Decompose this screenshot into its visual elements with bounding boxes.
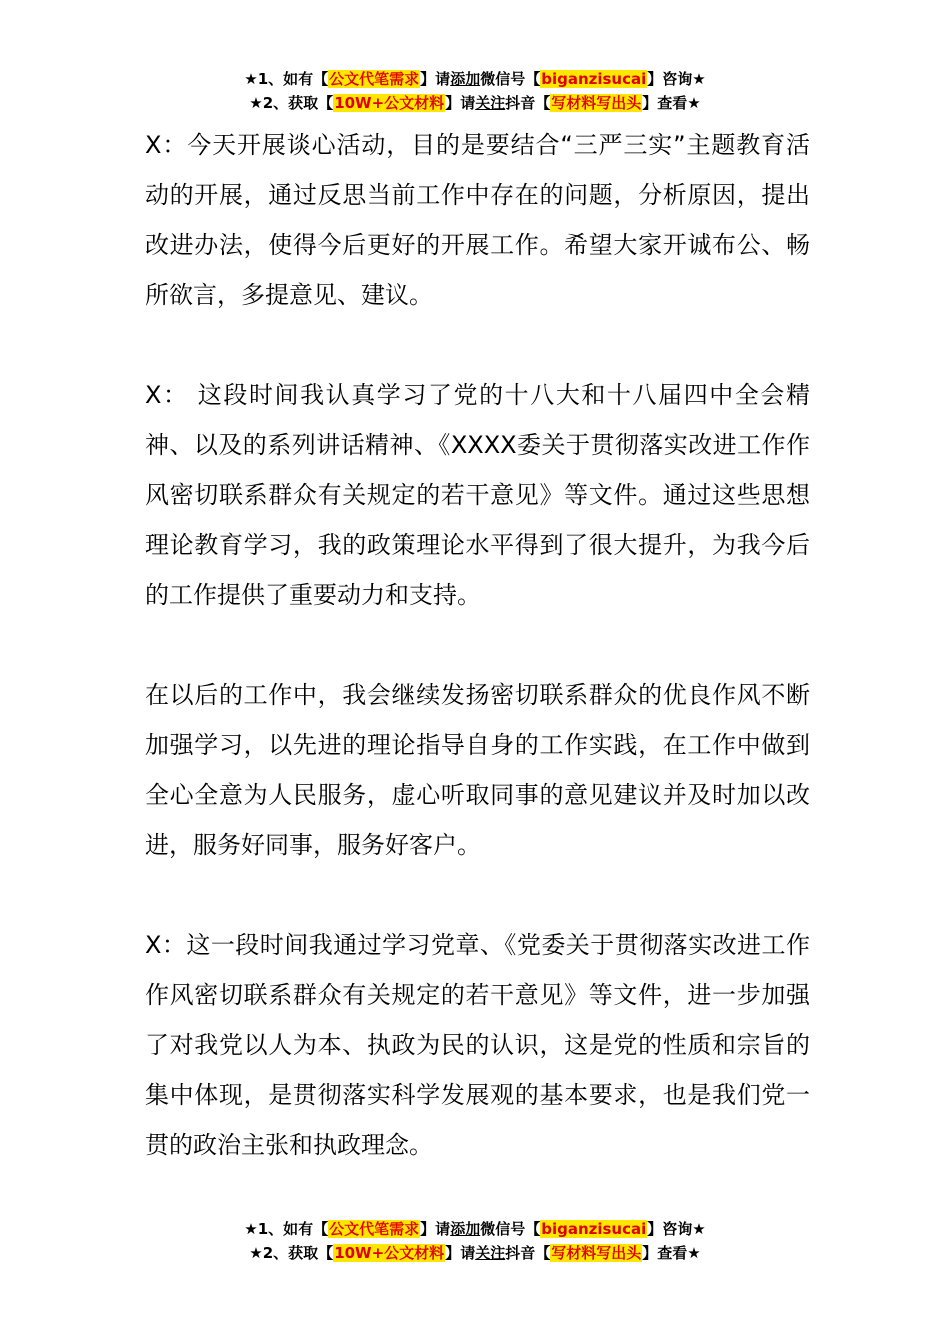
banner-highlight: 公文代笔需求 — [329, 1220, 420, 1238]
banner-text: 】咨询★ — [647, 1220, 706, 1238]
banner-text: 】查看★ — [642, 94, 701, 112]
banner-highlight: 写材料写出头 — [551, 94, 642, 112]
banner-underline: 关注 — [475, 1244, 506, 1262]
paragraph-2: X： 这段时间我认真学习了党的十八大和十八届四中全会精神、以及的系列讲话精神、《XXXX委关于贯彻落实改进工作作风密切联系群众有关规定的若干意见》等文件。通过这些思想理论教育学习，我的政策理论水平得到了很大提升，为我今后的工作提供了重要动力和支持。 — [145, 381, 810, 609]
paragraph-1: X：今天开展谈心活动，目的是要结合“三严三实”主题教育活动的开展，通过反思当前工作中存在的问题，分析原因，提出改进办法，使得今后更好的开展工作。希望大家开诚布公、畅所欲言，多提意见、建议。 — [145, 131, 810, 309]
banner-highlight: biganzisucai — [541, 1220, 647, 1238]
banner-text: 1、如有【 — [257, 1220, 329, 1238]
star-icon: ★ — [244, 1220, 258, 1238]
banner-highlight: 写材料写出头 — [551, 1244, 642, 1262]
banner-text: 】请 — [445, 94, 476, 112]
banner-underline: 关注 — [475, 94, 506, 112]
banner-highlight: 公文代笔需求 — [329, 70, 420, 88]
banner-line-1 — [0, 1217, 950, 1241]
paragraph-4: X：这一段时间我通过学习党章、《党委关于贯彻落实改进工作作风密切联系群众有关规定的若干意见》等文件，进一步加强了对我党以人为本、执政为民的认识，这是党的性质和宗旨的集中体现，是贯彻落实科学发展观的基本要求，也是我们党一贯的政治主张和执政理念。 — [145, 931, 810, 1159]
banner-line-1 — [0, 67, 950, 91]
banner-text: 微信号【 — [480, 1220, 541, 1238]
banner-text: 】请 — [445, 1244, 476, 1262]
banner-text: 1、如有【 — [257, 70, 329, 88]
banner-text: 2、获取【 — [262, 1244, 334, 1262]
banner-text: 2、获取【 — [262, 94, 334, 112]
star-icon: ★ — [249, 94, 263, 112]
banner-text: 】请 — [420, 1220, 451, 1238]
header-banner — [0, 67, 950, 115]
banner-highlight: 10W+公文材料 — [334, 94, 445, 112]
banner-text: 抖音【 — [505, 94, 551, 112]
banner-text: 】请 — [420, 70, 451, 88]
footer-banner — [0, 1217, 950, 1265]
document-body — [145, 120, 810, 1170]
paragraph-3: 在以后的工作中，我会继续发扬密切联系群众的优良作风不断加强学习，以先进的理论指导自身的工作实践，在工作中做到全心全意为人民服务，虚心听取同事的意见建议并及时加以改进，服务好同事，服务好客户。 — [145, 681, 810, 859]
banner-text: 微信号【 — [480, 70, 541, 88]
star-icon: ★ — [249, 1244, 263, 1262]
banner-highlight: 10W+公文材料 — [334, 1244, 445, 1262]
banner-line-2 — [0, 1241, 950, 1265]
banner-text: 】查看★ — [642, 1244, 701, 1262]
banner-underline: 添加 — [450, 1220, 481, 1238]
banner-text: 】咨询★ — [647, 70, 706, 88]
banner-underline: 添加 — [450, 70, 481, 88]
star-icon: ★ — [244, 70, 258, 88]
banner-text: 抖音【 — [505, 1244, 551, 1262]
banner-line-2 — [0, 91, 950, 115]
banner-highlight: biganzisucai — [541, 70, 647, 88]
